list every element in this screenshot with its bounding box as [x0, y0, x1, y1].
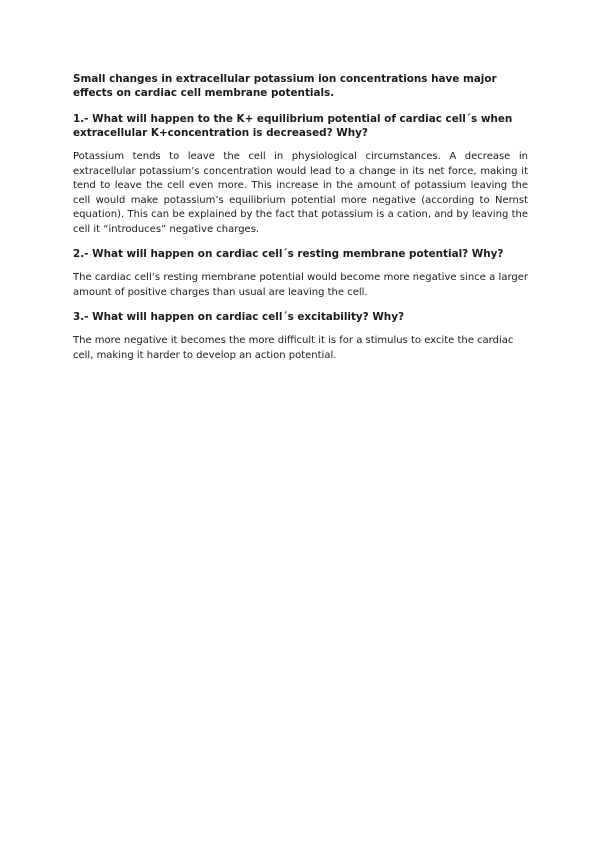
intro-statement: Small changes in extracellular potassium ion concentrations have major effects on cardiac cell membrane potentials. — [73, 73, 497, 99]
answer-1: Potassium tends to leave the cell in physiological circumstances. A decrease in extracellular potassium’s concentration would lead to a change in its net force, making it tend to leave the cell even more. This increase in the amount of potassium leaving the cell would make potassium’s equilibrium potential more negative (according to Nernst equation). This can be explained by the fact that potassium is a cation, and by leaving the cell it “introduces” negative charges. — [73, 151, 528, 235]
question-2: 2.- What will happen on cardiac cell´s resting membrane potential? Why? — [73, 248, 504, 260]
answer-3: The more negative it becomes the more difficult it is for a stimulus to excite the cardiac cell, making it harder to develop an action potential. — [73, 335, 514, 361]
answer-2: The cardiac cell’s resting membrane potential would become more negative since a larger amount of positive charges than usual are leaving the cell. — [73, 272, 528, 298]
question-3: 3.- What will happen on cardiac cell´s excitability? Why? — [73, 311, 404, 323]
document-page — [73, 72, 528, 373]
question-1: 1.- What will happen to the K+ equilibrium potential of cardiac cell´s when extracellular K+concentration is decreased? Why? — [73, 113, 513, 139]
